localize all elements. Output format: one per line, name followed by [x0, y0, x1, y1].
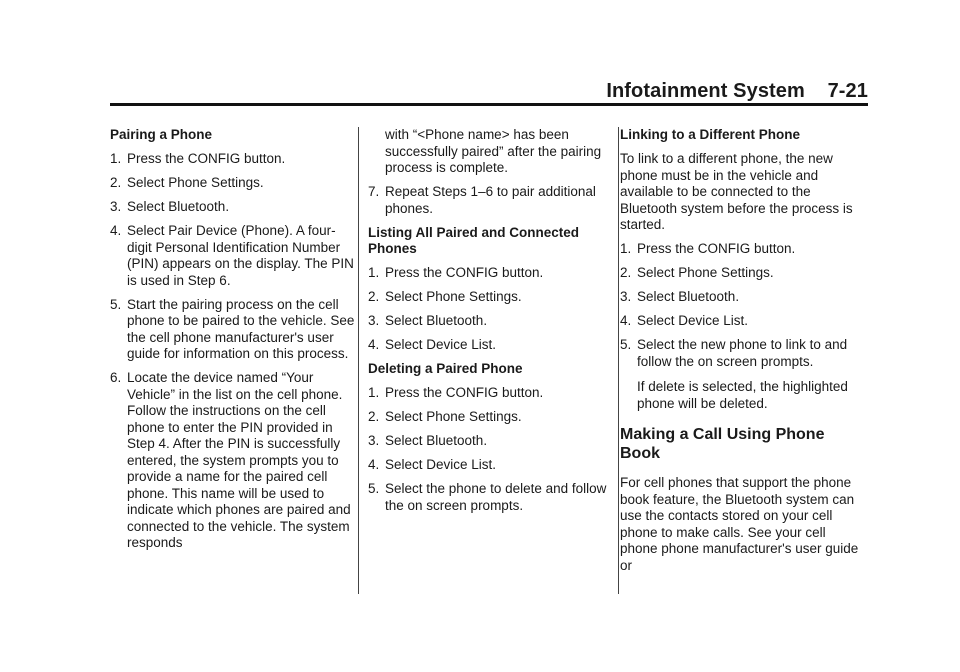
- listing-heading: Listing All Paired and Connected Phones: [368, 224, 580, 256]
- column-1: [110, 127, 356, 559]
- column-3: [620, 127, 866, 582]
- list-item: 2. Select Phone Settings.: [368, 289, 522, 304]
- list-item: 3. Select Bluetooth.: [368, 313, 488, 328]
- list-item: 1. Press the CONFIG button.: [368, 385, 544, 400]
- list-item: 7. Repeat Steps 1–6 to pair additional phones.: [368, 184, 596, 216]
- list-item: 2. Select Phone Settings.: [620, 265, 774, 280]
- page-header: [110, 80, 868, 102]
- list-item: 4. Select Device List.: [620, 313, 749, 328]
- list-item: 4. Select Device List.: [368, 457, 497, 472]
- list-item: 4. Select Pair Device (Phone). A four-digit Personal Identification Number (PIN) appears on the display. The PIN is used in Step 6.: [110, 223, 354, 288]
- column-divider: [358, 127, 359, 594]
- header-rule: [110, 103, 868, 106]
- list-item: 3. Select Bluetooth.: [620, 289, 740, 304]
- list-item: 5. Select the new phone to link to and follow the on screen prompts.: [620, 337, 848, 369]
- page-number: 7-21: [827, 80, 868, 102]
- step-6-continuation: with “<Phone name> has been successfully paired” after the pairing process is complete.: [385, 127, 602, 175]
- deleting-heading: Deleting a Paired Phone: [368, 361, 523, 376]
- section-body: For cell phones that support the phone book feature, the Bluetooth system can use the contacts stored on your cell phone to make calls. See your cell phone phone manufacturer's user guide or: [620, 475, 859, 573]
- list-item: 2. Select Phone Settings.: [368, 409, 522, 424]
- list-item: 1. Press the CONFIG button.: [368, 265, 544, 280]
- list-item: 1. Press the CONFIG button.: [110, 151, 286, 166]
- list-item: 4. Select Device List.: [368, 337, 497, 352]
- pairing-heading: Pairing a Phone: [110, 127, 213, 142]
- linking-intro: To link to a different phone, the new phone must be in the vehicle and available to be connected to the Bluetooth system before the process is started.: [620, 151, 853, 232]
- list-item: 1. Press the CONFIG button.: [620, 241, 796, 256]
- list-item: 5. Select the phone to delete and follow the on screen prompts.: [368, 481, 607, 513]
- list-item: 2. Select Phone Settings.: [110, 175, 264, 190]
- column-divider: [618, 127, 619, 594]
- list-item: 3. Select Bluetooth.: [110, 199, 230, 214]
- list-item: 3. Select Bluetooth.: [368, 433, 488, 448]
- section-heading: Making a Call Using Phone Book: [620, 426, 825, 462]
- list-item: 6. Locate the device named “Your Vehicle” in the list on the cell phone. Follow the instructions on the cell phone to enter the PIN provided in Step 4. After the PIN is successfully entered, the system prompts you to provide a name for the paired cell phone. This name will be used to indicate which phones are paired and connected to the vehicle. The system responds: [110, 370, 351, 550]
- column-2: [368, 127, 610, 522]
- list-item: 5. Start the pairing process on the cell phone to be paired to the vehicle. See the cell phone manufacturer's user guide for information on this process.: [110, 296, 355, 361]
- delete-note: If delete is selected, the highlighted phone will be deleted.: [637, 379, 848, 411]
- linking-heading: Linking to a Different Phone: [620, 127, 801, 142]
- header-title: Infotainment System 7-21: [606, 80, 868, 102]
